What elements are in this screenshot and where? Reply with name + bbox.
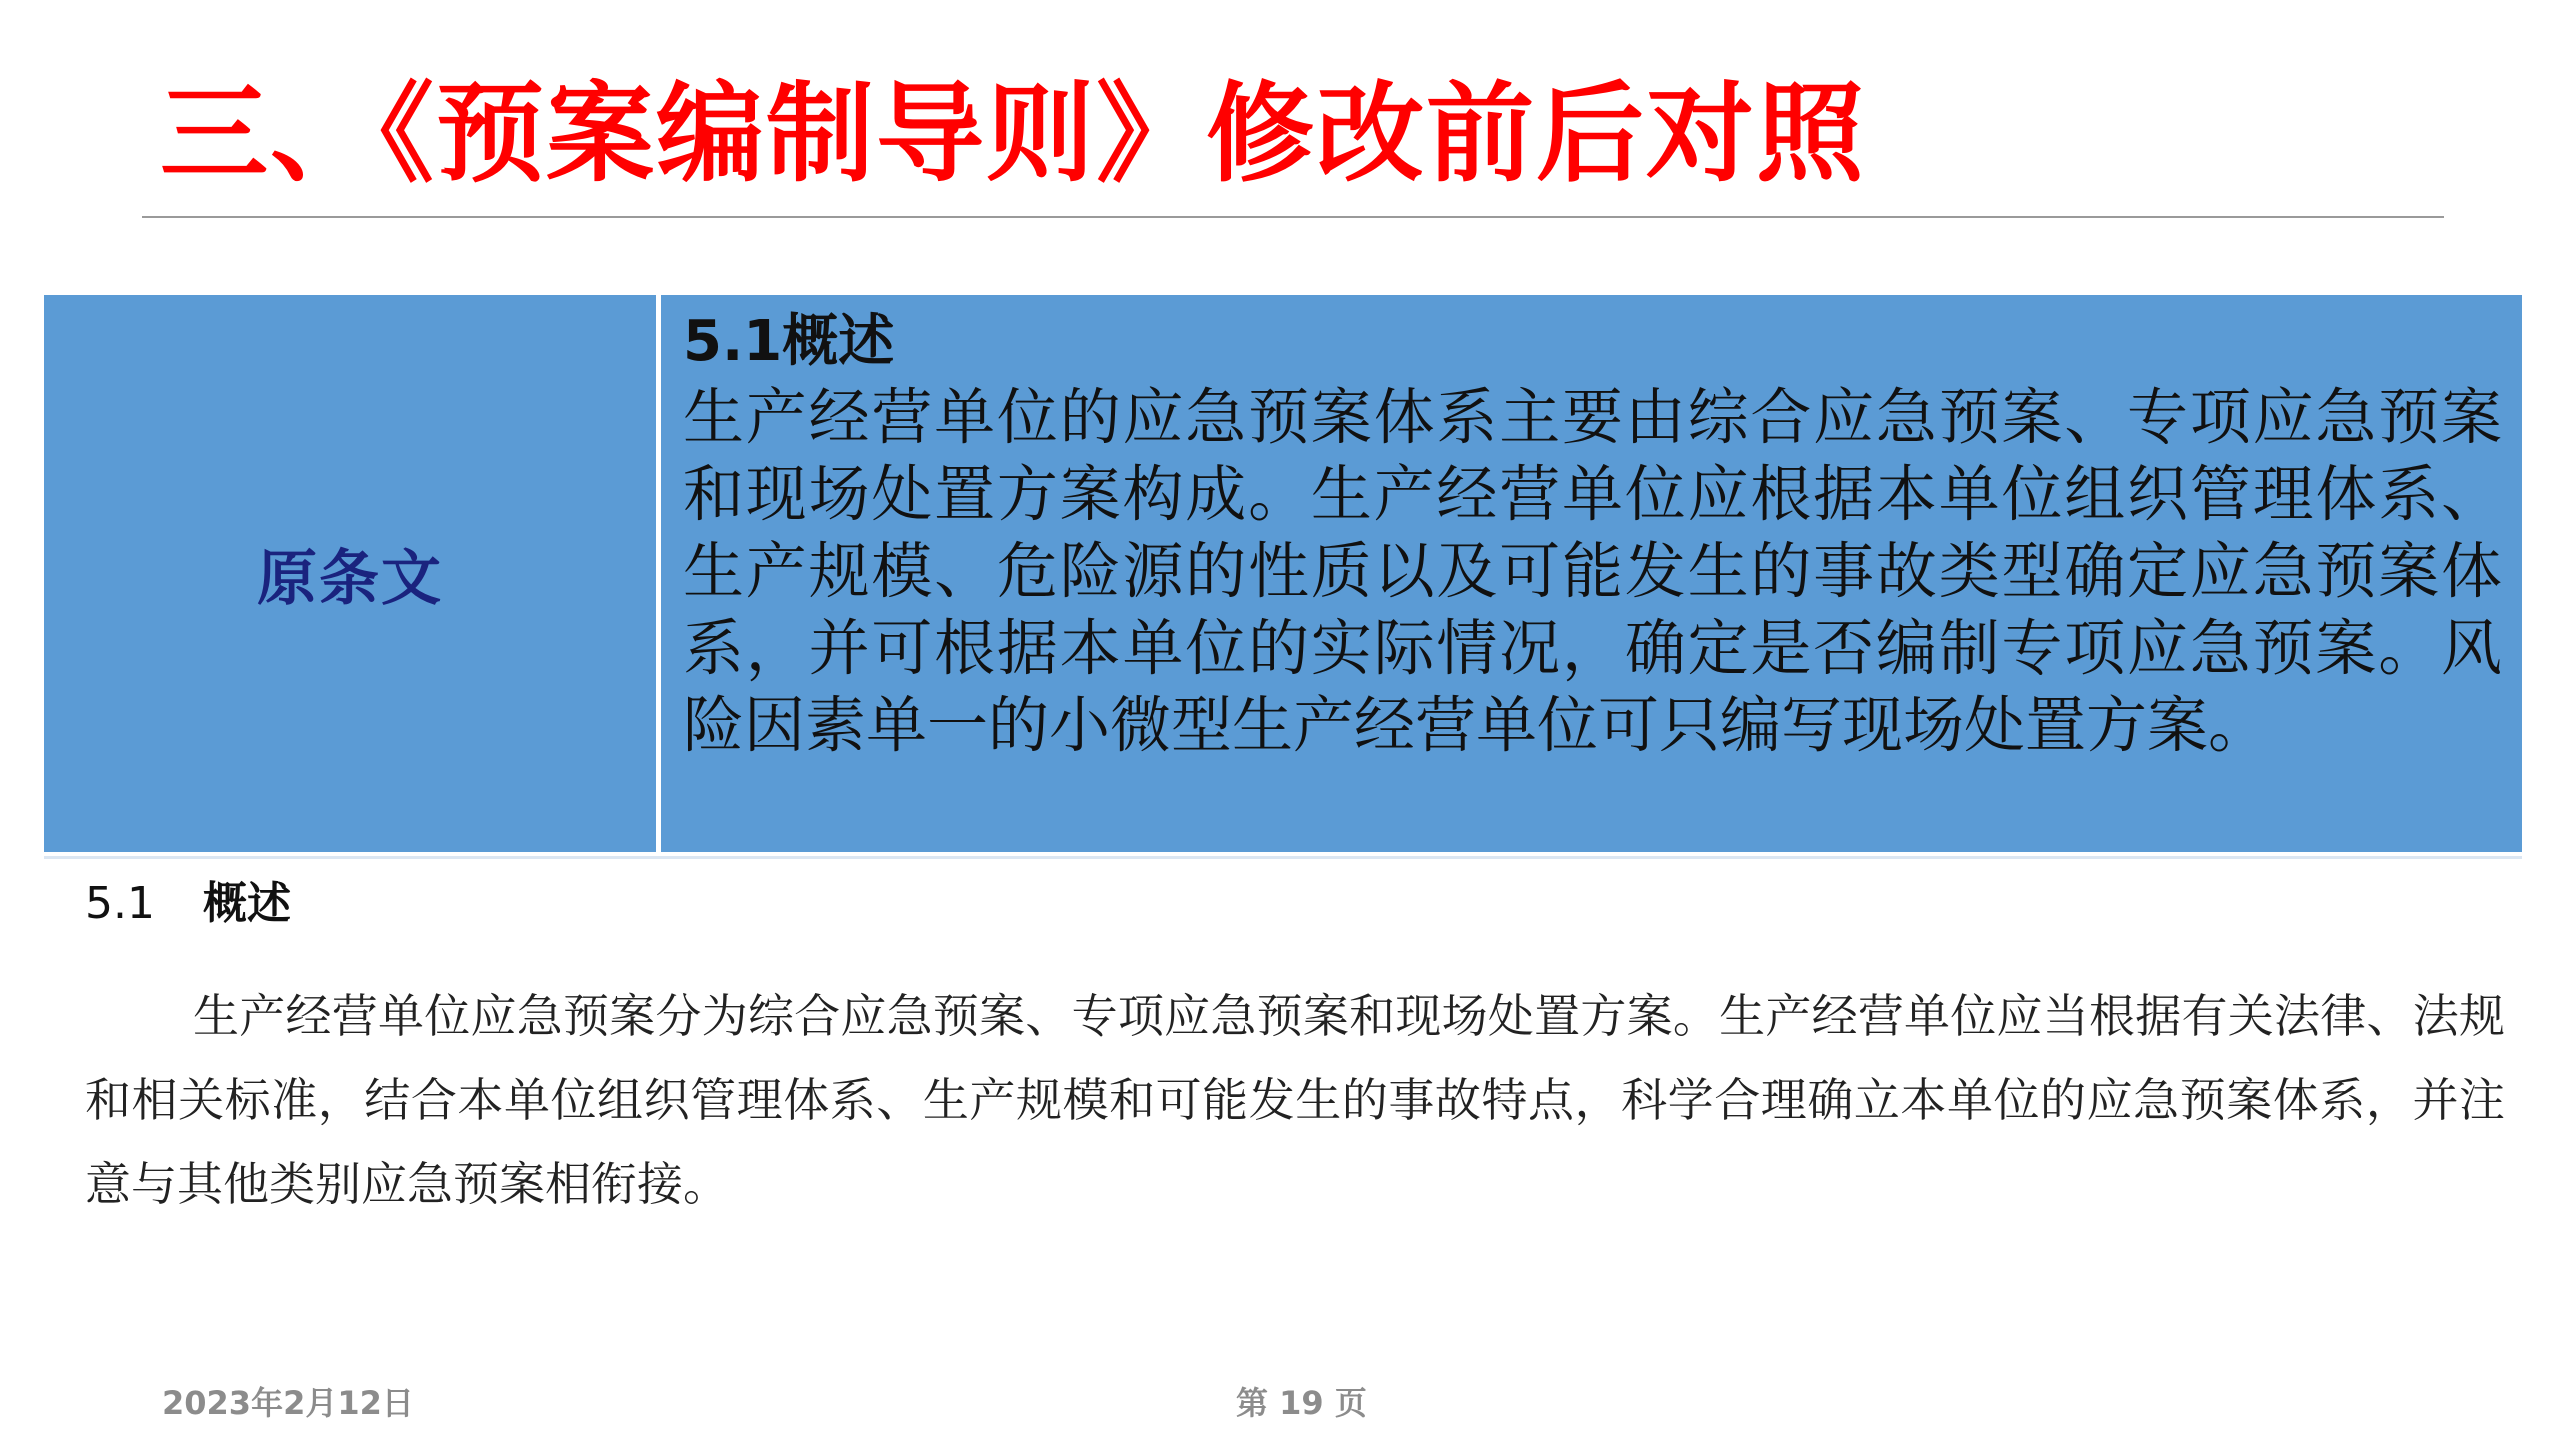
- original-heading: 5.1概述: [683, 309, 895, 374]
- revised-section-title: 概述: [202, 878, 291, 929]
- title-divider: [142, 216, 2444, 218]
- original-clause-label: 原条文: [257, 543, 443, 614]
- label-cell: [44, 295, 656, 852]
- original-content-cell: [661, 295, 2522, 852]
- slide-title: 三、《预案编制导则》修改前后对照: [160, 72, 1867, 197]
- revised-section-number: 5.1: [85, 878, 155, 929]
- revised-heading: [85, 872, 2505, 936]
- footer-date: 2023年2月12日: [162, 1384, 414, 1422]
- comparison-table: [44, 295, 2522, 852]
- revised-text: 生产经营单位应急预案分为综合应急预案、专项应急预案和现场处置方案。生产经营单位应当根据有关法律、法规和相关标准，结合本单位组织管理体系、生产规模和可能发生的事故特点，科学合理确立本单位的应急预案体系，并注意与其他类别应急预案相衔接。: [85, 989, 2505, 1211]
- original-text: 生产经营单位的应急预案体系主要由综合应急预案、专项应急预案和现场处置方案构成。生产经营单位应根据本单位组织管理体系、生产规模、危险源的性质以及可能发生的事故类型确定应急预案体系，并可根据本单位的实际情况，确定是否编制专项应急预案。风险因素单一的小微型生产经营单位可只编写现场处置方案。: [683, 382, 2502, 761]
- revised-clause: [85, 872, 2505, 1226]
- table-bottom-border: [44, 856, 2522, 859]
- footer-page-number: 第 19 页: [1236, 1384, 1367, 1422]
